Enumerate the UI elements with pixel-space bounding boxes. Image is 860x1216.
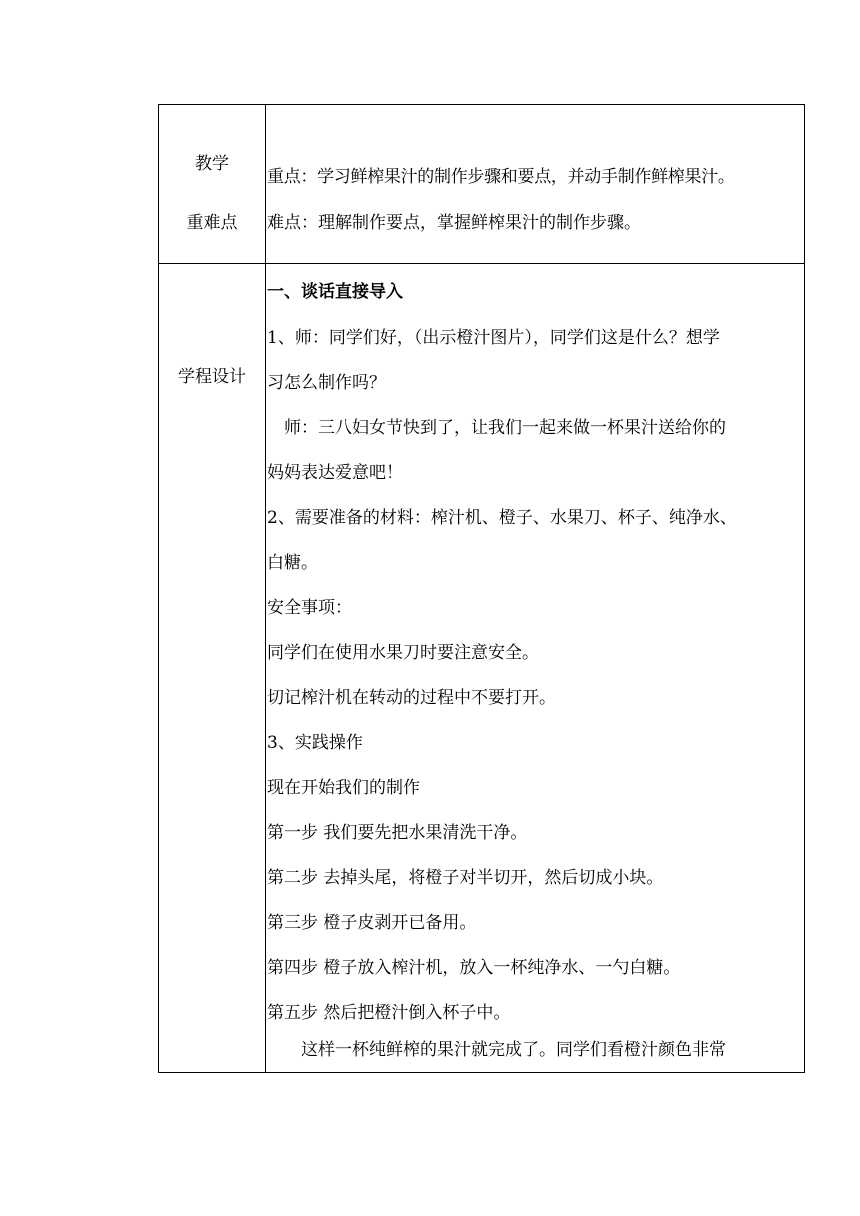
content-line-6: 白糖。	[267, 553, 318, 573]
content-line-12: 第一步 我们要先把水果清洗干净。	[267, 823, 528, 843]
row-divider	[159, 263, 804, 264]
section-title: 一、谈话直接导入	[267, 282, 403, 302]
difficult-point-text: 难点：理解制作要点，掌握鲜榨果汁的制作步骤。	[267, 213, 641, 233]
content-line-2: 习怎么制作吗？	[267, 373, 386, 393]
key-point-text: 重点：学习鲜榨果汁的制作步骤和要点，并动手制作鲜榨果汁。	[267, 167, 735, 187]
content-line-13: 第二步 去掉头尾，将橙子对半切开，然后切成小块。	[267, 868, 664, 888]
content-line-1: 1、师：同学们好，（出示橙汁图片），同学们这是什么？想学	[267, 328, 720, 348]
content-line-4: 妈妈表达爱意吧！	[267, 463, 403, 483]
content-line-11: 现在开始我们的制作	[267, 778, 420, 798]
content-line-15: 第四步 橙子放入榨汁机，放入一杯纯净水、一勺白糖。	[267, 958, 681, 978]
row1-label-line2: 重难点	[186, 213, 238, 233]
content-line-3: 师：三八妇女节快到了，让我们一起来做一杯果汁送给你的	[267, 418, 726, 438]
lesson-plan-table	[158, 104, 805, 1073]
content-line-7: 安全事项：	[267, 598, 352, 618]
content-line-9: 切记榨汁机在转动的过程中不要打开。	[267, 688, 556, 708]
content-line-14: 第三步 橙子皮剥开已备用。	[267, 913, 477, 933]
row1-label-line1: 教学	[195, 154, 229, 174]
row2-label: 学程设计	[178, 367, 246, 387]
content-line-5: 2、需要准备的材料：榨汁机、橙子、水果刀、杯子、纯净水、	[267, 508, 737, 528]
column-divider	[265, 105, 266, 1072]
content-line-10: 3、实践操作	[267, 733, 363, 753]
content-line-17: 这样一杯纯鲜榨的果汁就完成了。同学们看橙汁颜色非常	[267, 1040, 726, 1060]
content-line-8: 同学们在使用水果刀时要注意安全。	[267, 643, 539, 663]
content-line-16: 第五步 然后把橙汁倒入杯子中。	[267, 1003, 511, 1023]
